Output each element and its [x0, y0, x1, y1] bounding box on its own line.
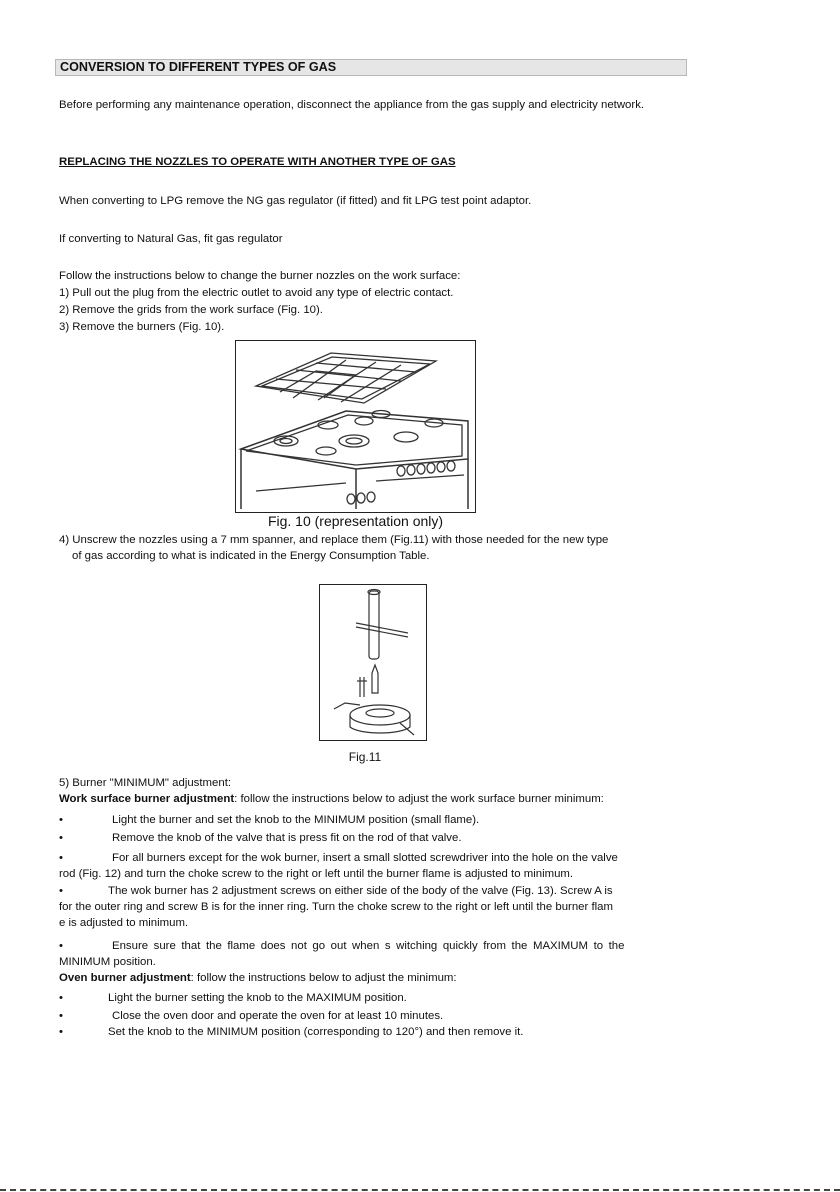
oven-bullet-3-text: Set the knob to the MINIMUM position (corresponding to 120°) and then remove it. — [108, 1026, 524, 1038]
cooker-drawing — [236, 341, 474, 511]
work-surface-text: : follow the instructions below to adjust the work surface burner minimum: — [234, 793, 604, 805]
bullet-dot: • — [59, 1010, 63, 1022]
figure-10-cooker-illustration — [235, 340, 476, 513]
page-bottom-rule — [0, 1189, 840, 1191]
bullet-dot: • — [59, 940, 63, 952]
bullet-dot: • — [59, 832, 63, 844]
oven-bullet-2-text: Close the oven door and operate the oven for at least 10 minutes. — [112, 1010, 444, 1022]
step-3: 3) Remove the burners (Fig. 10). — [59, 321, 225, 333]
intro-paragraph: Before performing any maintenance operation, disconnect the appliance from the gas supply and electricity network. — [59, 99, 645, 111]
oven-bullet-1-text: Light the burner setting the knob to the MAXIMUM position. — [108, 992, 407, 1004]
ws-bullet-1-text: Light the burner and set the knob to the MINIMUM position (small flame). — [112, 814, 480, 826]
ws-bullet-3-line-1: For all burners except for the wok burner, insert a small slotted screwdriver into the hole on the valve — [112, 852, 618, 864]
ws-bullet-4-line-2: for the outer ring and screw B is for the inner ring. Turn the choke screw to the right or left until the burner flam — [59, 901, 613, 913]
bullet-dot: • — [59, 992, 63, 1004]
ws-bullet-4-line-3: e is adjusted to minimum. — [59, 917, 189, 929]
figure-11-caption: Fig.11 — [348, 750, 382, 764]
bullet-dot: • — [59, 814, 63, 826]
lpg-note: When converting to LPG remove the NG gas regulator (if fitted) and fit LPG test point adaptor. — [59, 195, 532, 207]
ws-bullet-5-line-2: MINIMUM position. — [59, 956, 156, 968]
work-surface-heading — [59, 791, 685, 808]
bullet-dot: • — [59, 885, 63, 897]
step-5: 5) Burner "MINIMUM" adjustment: — [59, 777, 232, 789]
bullet-dot: • — [59, 852, 63, 864]
section-title: CONVERSION TO DIFFERENT TYPES OF GAS — [55, 59, 687, 76]
subheading: REPLACING THE NOZZLES TO OPERATE WITH ANOTHER TYPE OF GAS — [59, 156, 456, 168]
step-4-line-1: 4) Unscrew the nozzles using a 7 mm spanner, and replace them (Fig.11) with those needed for the new type — [59, 534, 609, 546]
bullet-dot: • — [59, 1026, 63, 1038]
ng-note: If converting to Natural Gas, fit gas regulator — [59, 233, 283, 245]
steps-intro: Follow the instructions below to change the burner nozzles on the work surface: — [59, 270, 461, 282]
spanner-drawing — [320, 585, 426, 740]
step-2: 2) Remove the grids from the work surface (Fig. 10). — [59, 304, 323, 316]
oven-heading — [59, 970, 685, 987]
ws-bullet-2-text: Remove the knob of the valve that is press fit on the rod of that valve. — [112, 832, 462, 844]
step-4-line-2: of gas according to what is indicated in the Energy Consumption Table. — [72, 550, 430, 562]
oven-label: Oven burner adjustment — [59, 972, 191, 984]
ws-bullet-3-line-2: rod (Fig. 12) and turn the choke screw to the right or left until the burner flame is adjusted to minimum. — [59, 868, 574, 880]
oven-text: : follow the instructions below to adjust the minimum: — [190, 972, 457, 984]
figure-11-nozzle-illustration — [319, 584, 427, 741]
step-1: 1) Pull out the plug from the electric outlet to avoid any type of electric contact. — [59, 287, 454, 299]
ws-bullet-4-line-1: The wok burner has 2 adjustment screws on either side of the body of the valve (Fig. 13). Screw A is — [108, 885, 613, 897]
work-surface-label: Work surface burner adjustment — [59, 793, 235, 805]
figure-10-caption: Fig. 10 (representation only) — [267, 513, 444, 529]
ws-bullet-5-line-1: Ensure sure that the flame does not go out when s witching quickly from the MAXIMUM to the — [112, 940, 625, 952]
